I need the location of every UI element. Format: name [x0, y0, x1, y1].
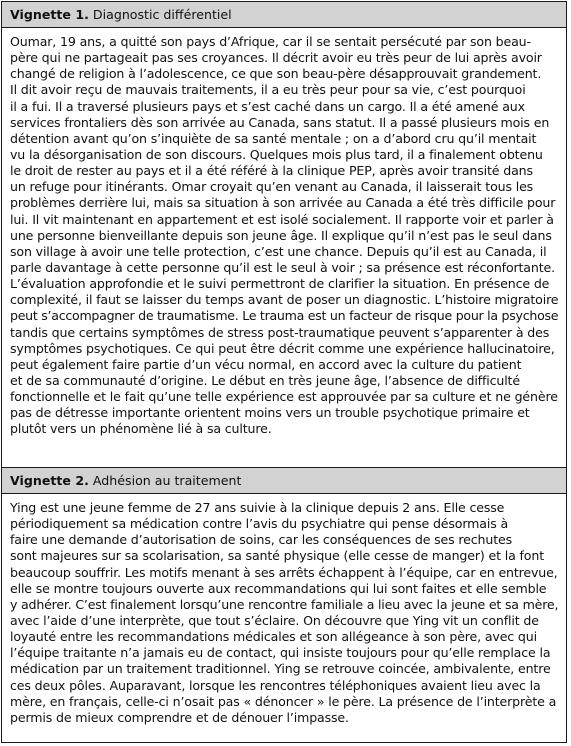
text-line: lui. Il vit maintenant en appartement et est isolé socialement. Il rapporte voir et parler à [10, 211, 554, 227]
text-line: père qui ne partageait pas ses croyances. Il décrit avoir eu très peur de lui après avoir [10, 50, 542, 66]
text-line: changé de religion à l’adolescence, ce que son beau-père désapprouvait grandement. [10, 66, 542, 82]
text-line: une personne bienveillante depuis son jeune âge. Il explique qu’il n’est pas le seul dans [10, 227, 552, 243]
text-line: vu la désorganisation de son discours. Quelques mois plus tard, il a finalement obtenu [10, 146, 543, 162]
text-line: détention avant qu’on s’inquiète de sa santé mentale ; on a d’abord cru qu’il mentait [10, 130, 537, 146]
text-line: le droit de rester au pays et il a été référé à la clinique PEP, après avoir transité dans [10, 163, 533, 179]
text-line: Il dit avoir reçu de mauvais traitements, il a eu très peur pour sa vie, c’est pourquoi [10, 82, 526, 98]
vignette-1-header [2, 2, 566, 28]
text-line: permis de mieux comprendre et de dénouer l’impasse. [10, 709, 349, 725]
text-line: beaucoup souffrir. Les motifs menant à ses arrêts échappent à l’équipe, car en entrevue, [10, 564, 558, 580]
vignette-1-body [2, 28, 566, 468]
text-line: parle davantage à cette personne qu’il est le seul à voir ; sa présence est réconfortante. [10, 259, 555, 275]
text-line: complexité, il faut se laisser du temps avant de poser un diagnostic. L’histoire migratoire [10, 292, 559, 308]
text-line: peut s’accompagner de traumatisme. Le trauma est un facteur de risque pour la psychose [10, 308, 559, 324]
text-line: périodiquement sa médication contre l’avis du psychiatre qui pense désormais à [10, 516, 509, 532]
vignette-1-label: Vignette 1. [10, 7, 89, 22]
text-line: mère, en français, celle-ci n’osait pas « dénoncer » le père. La présence de l’interprète a [10, 693, 557, 709]
text-line: fonctionnelle et le fait qu’une telle expérience est approuvée par sa culture et ne génère [10, 389, 558, 405]
text-line: sont majeures sur sa scolarisation, sa santé physique (elle cesse de manger) et la font [10, 548, 544, 564]
vignette-2-title: Adhésion au traitement [92, 473, 242, 488]
text-line: problèmes derrière lui, mais sa situation à son arrivée au Canada a été très difficile pour [10, 195, 556, 211]
text-line: pas de détresse importante orientent moins vers un trouble psychotique primaire et [10, 405, 530, 421]
text-line: y adhérer. C’est finalement lorsqu’une rencontre familiale a lieu avec la jeune et sa mère, [10, 596, 559, 612]
text-line: loyauté entre les recommandations médicales et son allégeance à son père, avec qui [10, 629, 537, 645]
text-line: un refuge pour itinérants. Omar croyait qu’en venant au Canada, il laisserait tous les [10, 179, 534, 195]
text-line: plutôt vers un phénomène lié à sa culture. [10, 421, 272, 437]
text-line: et de sa communauté d’origine. Le début en très jeune âge, l’absence de difficulté [10, 372, 520, 388]
text-line: son village à avoir une telle protection, c’est une chance. Depuis qu’il est au Canada, il [10, 243, 547, 259]
text-line: Ying est une jeune femme de 27 ans suivie à la clinique depuis 2 ans. Elle cesse [10, 500, 505, 515]
text-line: Oumar, 19 ans, a quitté son pays d’Afrique, car il se sentait persécuté par son beau- [10, 34, 531, 49]
vignette-2-body [2, 494, 566, 744]
text-line: avec l’aide d’une interprète, que tout s’éclaire. On découvre que Ying vit un conflit de [10, 612, 539, 628]
text-line: services frontaliers dès son arrivée au Canada, sans statut. Il a passé plusieurs mois en [10, 114, 550, 130]
text-line: symptômes psychotiques. Ce qui peut être décrit comme une expérience hallucinatoire, [10, 340, 555, 356]
vignette-1-title: Diagnostic différentiel [92, 7, 232, 22]
text-line: tandis que certains symptômes de stress post-traumatique peuvent s’apparenter à des [10, 324, 550, 340]
text-line: peut également faire partie d’un vécu normal, en accord avec la culture du patient [10, 356, 522, 372]
text-line: elle se montre toujours ouverte aux recommandations qui lui sont faites et elle semble [10, 580, 547, 596]
vignette-2-label: Vignette 2. [10, 473, 89, 488]
text-line: médication par un traitement traditionnel. Ying se retrouve coincée, ambivalente, entre [10, 661, 551, 677]
text-line: faire une demande d’autorisation de soins, car les conséquences de ses rechutes [10, 532, 513, 548]
text-line: il a fui. Il a traversé plusieurs pays et s’est caché dans un cargo. Il a été amené aux [10, 98, 525, 114]
vignette-2-header [2, 468, 566, 494]
text-line: ces deux pôles. Auparavant, lorsque les rencontres téléphoniques avaient lieu avec la [10, 677, 541, 693]
vignettes-box [1, 1, 567, 743]
text-line: l’équipe traitante n’a jamais eu de contact, qui insiste toujours pour qu’elle remplace la [10, 645, 551, 661]
text-line: L’évaluation approfondie et le suivi permettront de clarifier la situation. En présence de [10, 276, 550, 292]
